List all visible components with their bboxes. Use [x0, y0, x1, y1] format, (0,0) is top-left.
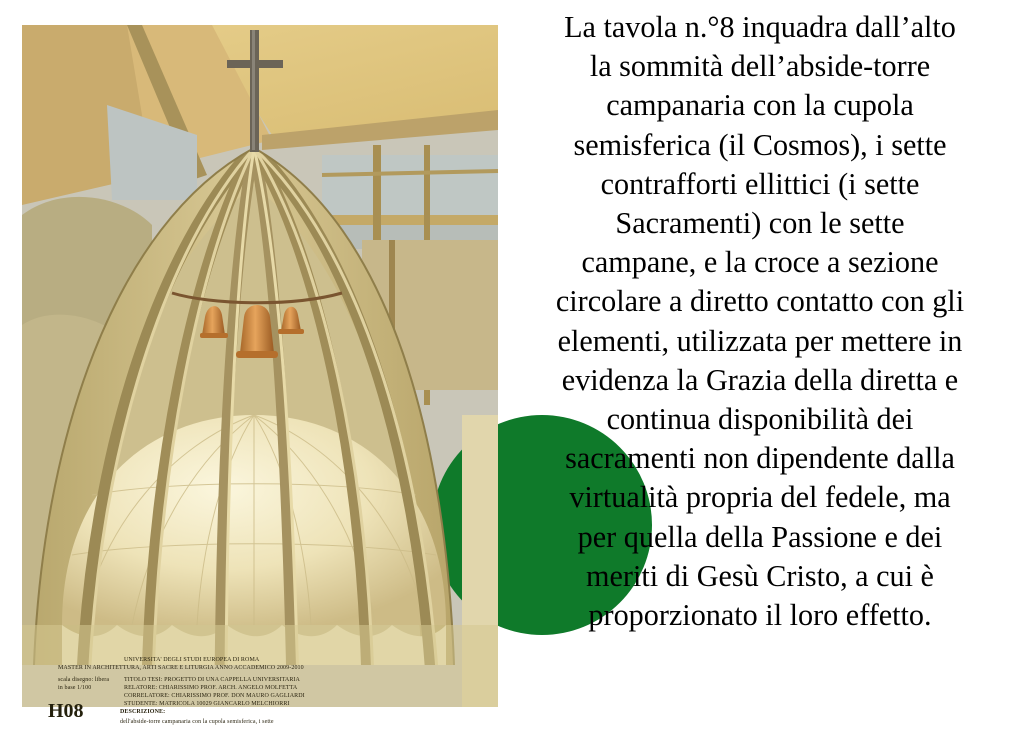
description-caption: dell'abside-torre campanaria con la cupola semisferica, i sette: [120, 719, 274, 725]
plate-code: H08: [48, 700, 84, 722]
scale-base-label: in base 1/100: [58, 685, 92, 691]
thesis-title: TITOLO TESI: PROGETTO DI UNA CAPPELLA UNIVERSITARIA: [124, 677, 300, 683]
architectural-rendering: [22, 25, 498, 725]
tower-dome-render: [22, 25, 498, 707]
master-label: MASTER IN ARCHITETTURA, ARTI SACRE E LITURGIA ANNO ACCADEMICO 2009-2010: [58, 665, 304, 671]
description-text: La tavola n.°8 inquadra dall’alto la sommità dell’abside-torre campanaria con la cupola semisferica (il Cosmos), i sette contrafforti ellittici (i sette Sacramenti) con le sette campane, e la croce a sezione circolare a diretto contatto con gli elementi, utilizzata per mettere in evidenza la Grazia della diretta e continua disponibilità dei sacramenti non dipendente dalla virtualità propria del fedele, ma per quella della Passione e dei meriti di Gesù Cristo, a cui è proporzionato il loro effetto.: [555, 10, 965, 633]
description-label: DESCRIZIONE:: [120, 709, 166, 715]
scale-label: scala disegno: libera: [58, 677, 110, 683]
relatore-label: RELATORE: CHIARISSIMO PROF. ARCH. ANGELO MOLFETTA: [124, 685, 298, 691]
correlatore-label: CORRELATORE: CHIARISSIMO PROF. DON MAURO GAGLIARDI: [124, 693, 305, 699]
student-label: STUDENTE: MATRICOLA 10029 GIANCARLO MELCHIORRI: [124, 701, 290, 707]
university-label: UNIVERSITA' DEGLI STUDI EUROPEA DI ROMA: [124, 657, 260, 663]
